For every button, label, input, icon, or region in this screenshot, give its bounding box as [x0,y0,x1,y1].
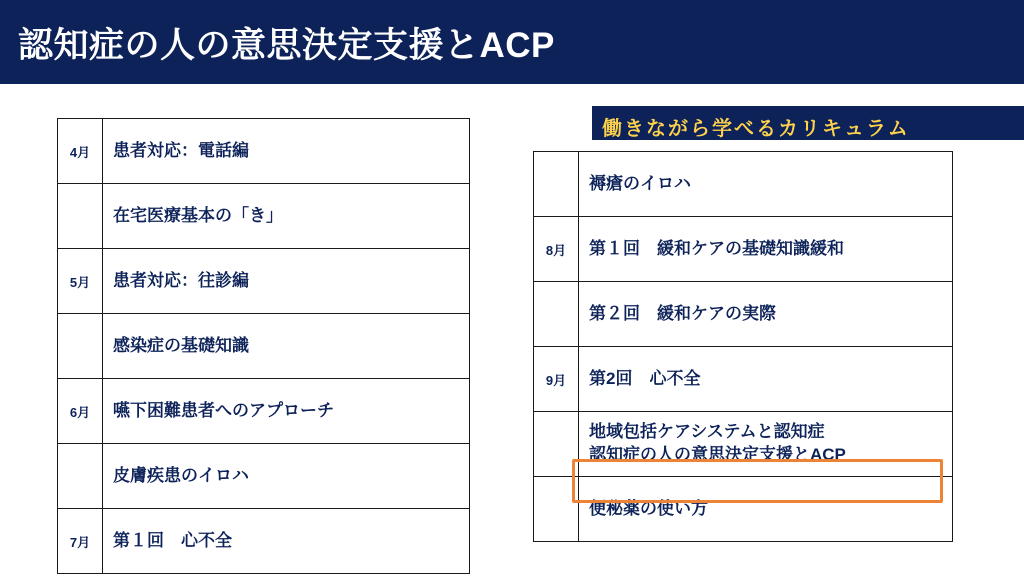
table-row [534,347,953,412]
month-cell: 6月 [58,379,103,444]
topic-cell: 患者対応：電話編 [103,119,470,184]
month-cell: 7月 [58,509,103,574]
topic-cell: 第2回 心不全 [579,347,953,412]
table-row [58,444,470,509]
topic-cell: 第２回 緩和ケアの実際 [579,282,953,347]
curriculum-banner [592,106,1024,140]
table-row [58,379,470,444]
topic-line-2: 認知症の人の意思決定支援とACP [589,445,846,464]
title-bar [0,0,1024,84]
month-cell [58,314,103,379]
topic-line-1: 地域包括ケアシステムと認知症 [589,422,825,442]
topic-cell: 皮膚疾患のイロハ [103,444,470,509]
topic-cell: 第１回 心不全 [103,509,470,574]
month-cell: 8月 [534,217,579,282]
month-cell [58,184,103,249]
table-row [58,184,470,249]
table-row [534,217,953,282]
month-cell [534,282,579,347]
left-schedule-table [57,118,470,574]
topic-cell: 感染症の基礎知識 [103,314,470,379]
table-row [58,509,470,574]
table-row [534,282,953,347]
topic-cell: 在宅医療基本の「き」 [103,184,470,249]
topic-cell: 便秘薬の使い方 [579,477,953,542]
page-title: 認知症の人の意思決定支援とACP [18,26,555,65]
table-row [58,119,470,184]
month-cell [534,152,579,217]
table-row [58,249,470,314]
month-cell [534,412,579,477]
table-row [534,152,953,217]
table-row [534,477,953,542]
topic-cell: 嚥下困難患者へのアプローチ [103,379,470,444]
month-cell: 5月 [58,249,103,314]
table-row [58,314,470,379]
topic-cell: 第１回 緩和ケアの基礎知識緩和 [579,217,953,282]
topic-cell: 褥瘡のイロハ [579,152,953,217]
month-cell: 9月 [534,347,579,412]
curriculum-banner-label: 働きながら学べるカリキュラム [602,118,910,140]
table-row [534,412,953,477]
topic-cell: 患者対応：往診編 [103,249,470,314]
topic-cell-multiline [579,412,953,477]
right-schedule-table [533,151,953,542]
month-cell [534,477,579,542]
month-cell: 4月 [58,119,103,184]
month-cell [58,444,103,509]
